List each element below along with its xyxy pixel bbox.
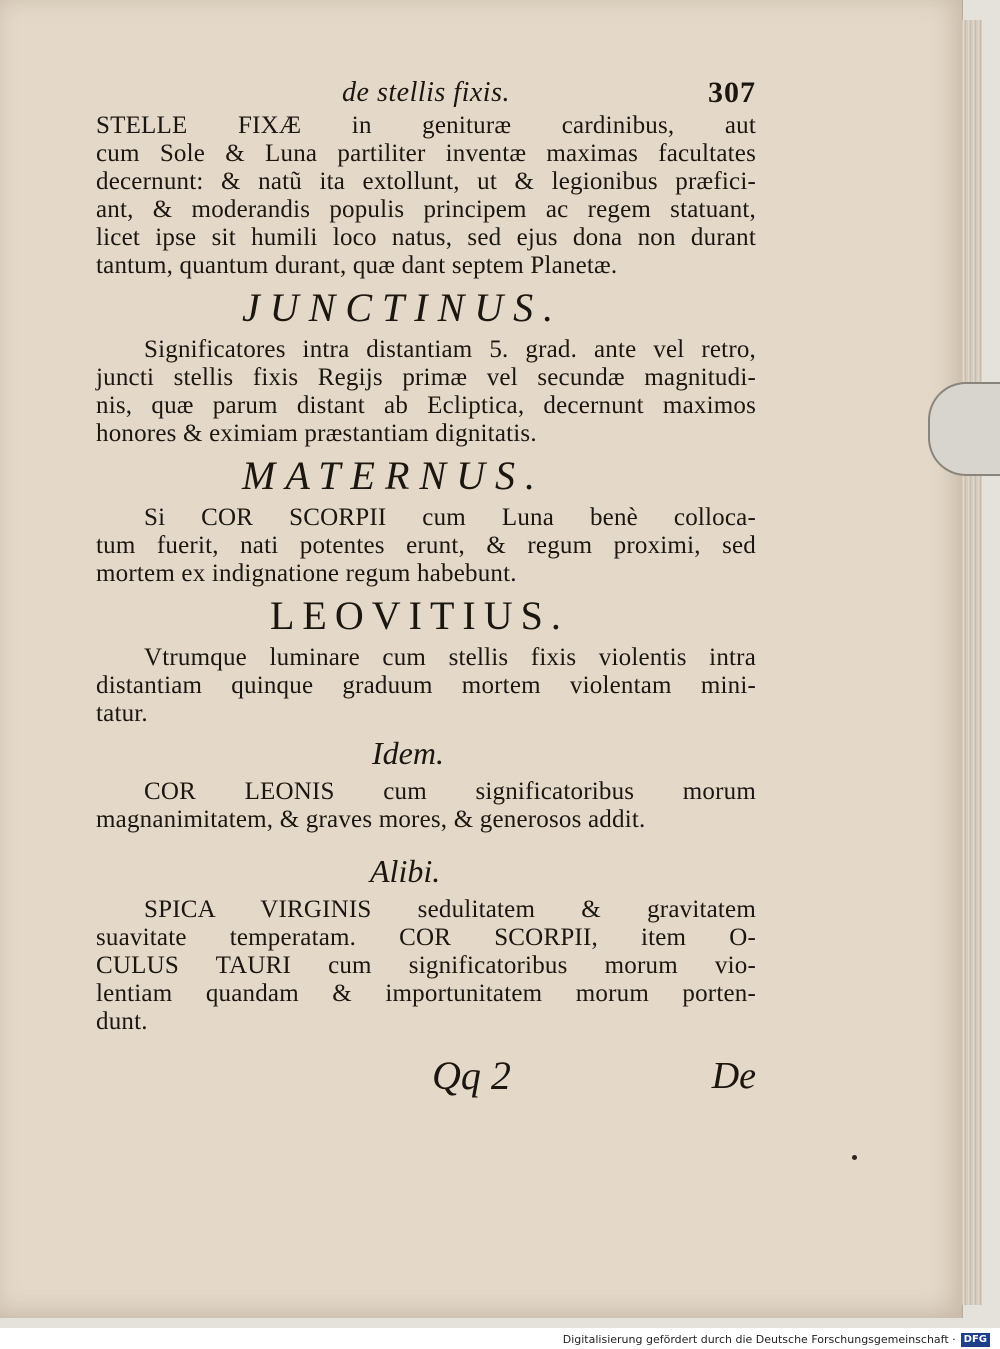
- signature-mark: Qq 2: [432, 1053, 511, 1098]
- paragraph-junctinus: [96, 336, 756, 448]
- heading-alibi: Alibi.: [370, 853, 441, 889]
- text-line: mortem ex indignatione regum habebunt.: [96, 560, 517, 587]
- page-text-block: [96, 74, 756, 1106]
- running-head: de stellis fixis.: [342, 77, 510, 108]
- text-line: ant, & moderandis populis principem ac regem statuant,: [96, 196, 756, 223]
- folio-number: 307: [708, 76, 756, 109]
- page-edges: [962, 20, 982, 1305]
- text-line: Vtrumque luminare cum stellis fixis violentis intra: [144, 644, 756, 671]
- text-line: tatur.: [96, 700, 148, 727]
- speck-mark: [852, 1155, 857, 1160]
- text-line: COR LEONIS cum significatoribus morum: [144, 778, 756, 805]
- text-line: tum fuerit, nati potentes erunt, & regum proximi, sed: [96, 532, 756, 559]
- paragraph-maternus: [96, 504, 756, 588]
- heading-leovitius: LEOVITIUS.: [270, 593, 569, 638]
- text-line: decernunt: & natũ ita extollunt, ut & legionibus præfici-: [96, 168, 756, 195]
- page-header: [96, 74, 756, 112]
- digitization-credit: [563, 1332, 990, 1348]
- text-line: lentiam quandam & importunitatem morum porten-: [96, 980, 756, 1007]
- book-clamp-tab: [928, 382, 1000, 476]
- paragraph-alibi: [96, 896, 756, 1036]
- catchword: De: [711, 1055, 756, 1097]
- text-line: dunt.: [96, 1008, 148, 1035]
- text-line: distantiam quinque graduum mortem violentam mini-: [96, 672, 756, 699]
- heading-junctinus: JUNCTINUS.: [242, 285, 564, 330]
- text-line: Si COR SCORPII cum Luna benè colloca-: [144, 504, 756, 531]
- text-line: nis, quæ parum distant ab Ecliptica, decernunt maximos: [96, 392, 756, 419]
- text-line: juncti stellis fixis Regijs primæ vel secundæ magnitudi-: [96, 364, 756, 391]
- heading-idem: Idem.: [372, 735, 444, 771]
- text-line: honores & eximiam præstantiam dignitatis.: [96, 420, 537, 447]
- paragraph-idem: [96, 778, 756, 834]
- text-line: Significatores intra distantiam 5. grad. ante vel retro,: [144, 336, 756, 363]
- text-line: magnanimitatem, & graves mores, & generosos addit.: [96, 806, 646, 833]
- text-line: tantum, quantum durant, quæ dant septem Planetæ.: [96, 252, 618, 279]
- text-line: licet ipse sit humili loco natus, sed ejus dona non durant: [96, 224, 756, 251]
- paragraph-stellae-fixae: [96, 112, 756, 280]
- credit-text: Digitalisierung gefördert durch die Deutsche Forschungsgemeinschaft ·: [562, 1333, 956, 1346]
- text-line: SPICA VIRGINIS sedulitatem & gravitatem: [144, 896, 756, 923]
- text-line: suavitate temperatam. COR SCORPII, item O-: [96, 924, 756, 951]
- page-footer: [96, 1046, 756, 1106]
- heading-maternus: MATERNUS.: [242, 453, 545, 498]
- paragraph-leovitius: [96, 644, 756, 728]
- text-line: CULUS TAURI cum significatoribus morum vio-: [96, 952, 756, 979]
- text-line: cum Sole & Luna partiliter inventæ maximas facultates: [96, 140, 756, 167]
- dfg-logo: DFG: [961, 1333, 990, 1347]
- text-line: STELLE FIXÆ in genituræ cardinibus, aut: [96, 112, 756, 139]
